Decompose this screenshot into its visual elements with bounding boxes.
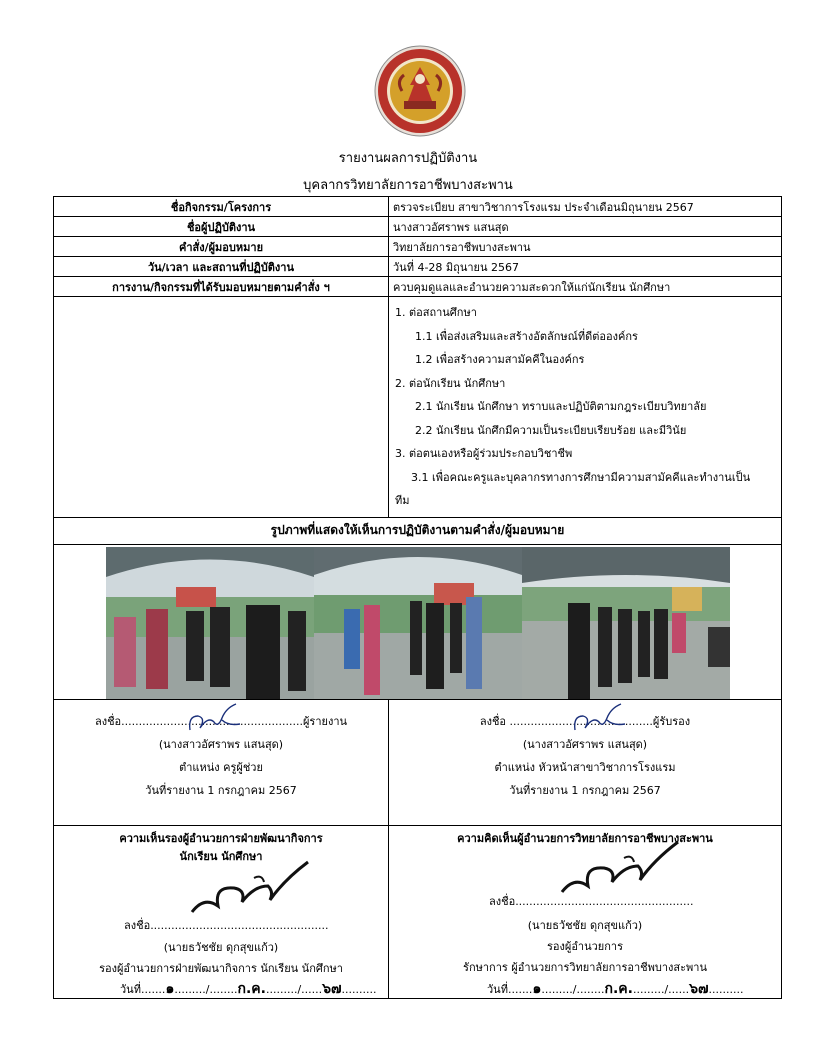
activity-photo-1 — [106, 547, 314, 699]
sign-suffix: ผู้รับรอง — [652, 714, 691, 728]
deputy-date: วันที่.......๑........./........ก.ค........../......๖๗.......... — [120, 980, 377, 997]
info-value: ตรวจระเบียบ สาขาวิชาการโรงแรม ประจำเดือนมิถุนายน 2567 — [389, 197, 782, 217]
info-row — [54, 237, 782, 257]
deputy-opinion-block — [54, 825, 389, 998]
reporter-name: (นางสาวอัศราพร แสนสุด) — [158, 737, 284, 751]
college-seal-icon — [374, 45, 466, 137]
activity-photo-2 — [314, 547, 522, 699]
director-opinion-block — [389, 825, 782, 998]
date-day: ๑ — [532, 980, 542, 997]
reporter-position: ตำแหน่ง ครูผู้ช่วย — [179, 760, 263, 774]
sign-prefix: ลงชื่อ — [479, 714, 507, 728]
sign-suffix: ผู้รายงาน — [302, 714, 348, 728]
info-label: วัน/เวลา และสถานที่ปฏิบัติงาน — [54, 257, 389, 277]
objective-item-continued: ทีม — [395, 494, 410, 507]
report-title: รายงานผลการปฏิบัติงาน — [338, 151, 478, 166]
sign-prefix: ลงชื่อ — [94, 714, 122, 728]
info-value: วิทยาลัยการอาชีพบางสะพาน — [389, 237, 782, 257]
objective-heading: 2. ต่อนักเรียน นักศึกษา — [395, 376, 506, 390]
objective-heading: 1. ต่อสถานศึกษา — [395, 306, 477, 319]
info-row — [54, 217, 782, 237]
deputy-opinion-heading-2: นักเรียน นักศึกษา — [179, 849, 263, 863]
objective-item: 1.2 เพื่อสร้างความสามัคคีในองค์กร — [415, 353, 585, 366]
certifier-date: วันที่รายงาน 1 กรกฎาคม 2567 — [509, 783, 661, 797]
director-position: รองผู้อำนวยการ — [546, 939, 623, 953]
date-month: ก.ค. — [237, 980, 266, 997]
director-opinion-heading: ความคิดเห็นผู้อำนวยการวิทยาลัยการอาชีพบางสะพาน — [457, 831, 713, 845]
objectives-list — [389, 297, 782, 518]
certifier-position: ตำแหน่ง หัวหน้าสาขาวิชาการโรงแรม — [494, 760, 676, 774]
certifier-signature-block — [389, 699, 782, 825]
date-prefix: วันที่ — [120, 982, 141, 996]
director-sign-line: ลงชื่อ................................................... — [489, 894, 694, 908]
sign-prefix: ลงชื่อ — [124, 918, 151, 932]
date-prefix: วันที่ — [487, 982, 508, 996]
date-year: ๖๗ — [322, 980, 342, 997]
info-label: คำสั่ง/ผู้มอบหมาย — [54, 237, 389, 257]
certifier-name: (นางสาวอัศราพร แสนสุด) — [522, 737, 648, 751]
director-name: (นายธวัชชัย ดุกสุขแก้ว) — [527, 918, 643, 932]
info-label: การงาน/กิจกรรมที่ได้รับมอบหมายตามคำสั่ง ฯ — [54, 277, 389, 297]
reporter-sign-line: ลงชื่อ....................................................ผู้รายงาน — [94, 714, 348, 728]
objective-item: 2.1 นักเรียน นักศึกษา ทราบและปฏิบัติตามกฎระเบียบวิทยาลัย — [415, 400, 707, 413]
objective-heading: 3. ต่อตนเองหรือผู้ร่วมประกอบวิชาชีพ — [395, 447, 573, 460]
objective-item: 1.1 เพื่อส่งเสริมและสร้างอัตลักษณ์ที่ดีต่อองค์กร — [415, 329, 638, 343]
sign-prefix: ลงชื่อ — [489, 894, 516, 908]
report-table — [53, 196, 782, 999]
objective-item: 2.2 นักเรียน นักศึกมีความเป็นระเบียบเรียบร้อย และมีวินัย — [415, 423, 687, 437]
activity-photo-3 — [522, 547, 730, 699]
report-subtitle: บุคลากรวิทยาลัยการอาชีพบางสะพาน — [303, 178, 513, 193]
photo-cell — [54, 544, 782, 699]
deputy-sign-line: ลงชื่อ................................................... — [124, 918, 329, 932]
info-label: ชื่อผู้ปฏิบัติงาน — [54, 217, 389, 237]
info-row — [54, 257, 782, 277]
photo-section-heading: รูปภาพที่แสดงให้เห็นการปฏิบัติงานตามคำสั่ง/ผู้มอบหมาย — [54, 517, 782, 544]
photo-strip — [106, 547, 730, 699]
info-value: นางสาวอัศราพร แสนสุด — [389, 217, 782, 237]
date-day: ๑ — [165, 980, 175, 997]
certifier-sign-line: ลงชื่อ .........................................ผู้รับรอง — [479, 714, 691, 728]
deputy-position: รองผู้อำนวยการฝ่ายพัฒนากิจการ นักเรียน นักศึกษา — [99, 961, 343, 975]
date-month: ก.ค. — [604, 980, 633, 997]
reporter-date: วันที่รายงาน 1 กรกฎาคม 2567 — [145, 783, 297, 797]
director-date: วันที่.......๑........./........ก.ค........../......๖๗.......... — [487, 980, 744, 997]
objective-item: 3.1 เพื่อคณะครูและบุคลากรทางการศึกษามีความสามัคคีและทำงานเป็น — [411, 470, 751, 484]
info-value: วันที่ 4-28 มิถุนายน 2567 — [389, 257, 782, 277]
date-year: ๖๗ — [689, 980, 709, 997]
director-position-2: รักษาการ ผู้อำนวยการวิทยาลัยการอาชีพบางสะพาน — [463, 960, 707, 974]
deputy-name: (นายธวัชชัย ดุกสุขแก้ว) — [163, 940, 279, 954]
objectives-blank — [54, 297, 389, 518]
info-label: ชื่อกิจกรรม/โครงการ — [54, 197, 389, 217]
info-value: ควบคุมดูแลและอำนวยความสะดวกให้แก่นักเรียน นักศึกษา — [389, 277, 782, 297]
objectives-row — [54, 297, 782, 518]
info-row — [54, 277, 782, 297]
deputy-opinion-heading: ความเห็นรองผู้อำนวยการฝ่ายพัฒนากิจการ — [119, 831, 323, 845]
reporter-signature-block — [54, 699, 389, 825]
info-row — [54, 197, 782, 217]
